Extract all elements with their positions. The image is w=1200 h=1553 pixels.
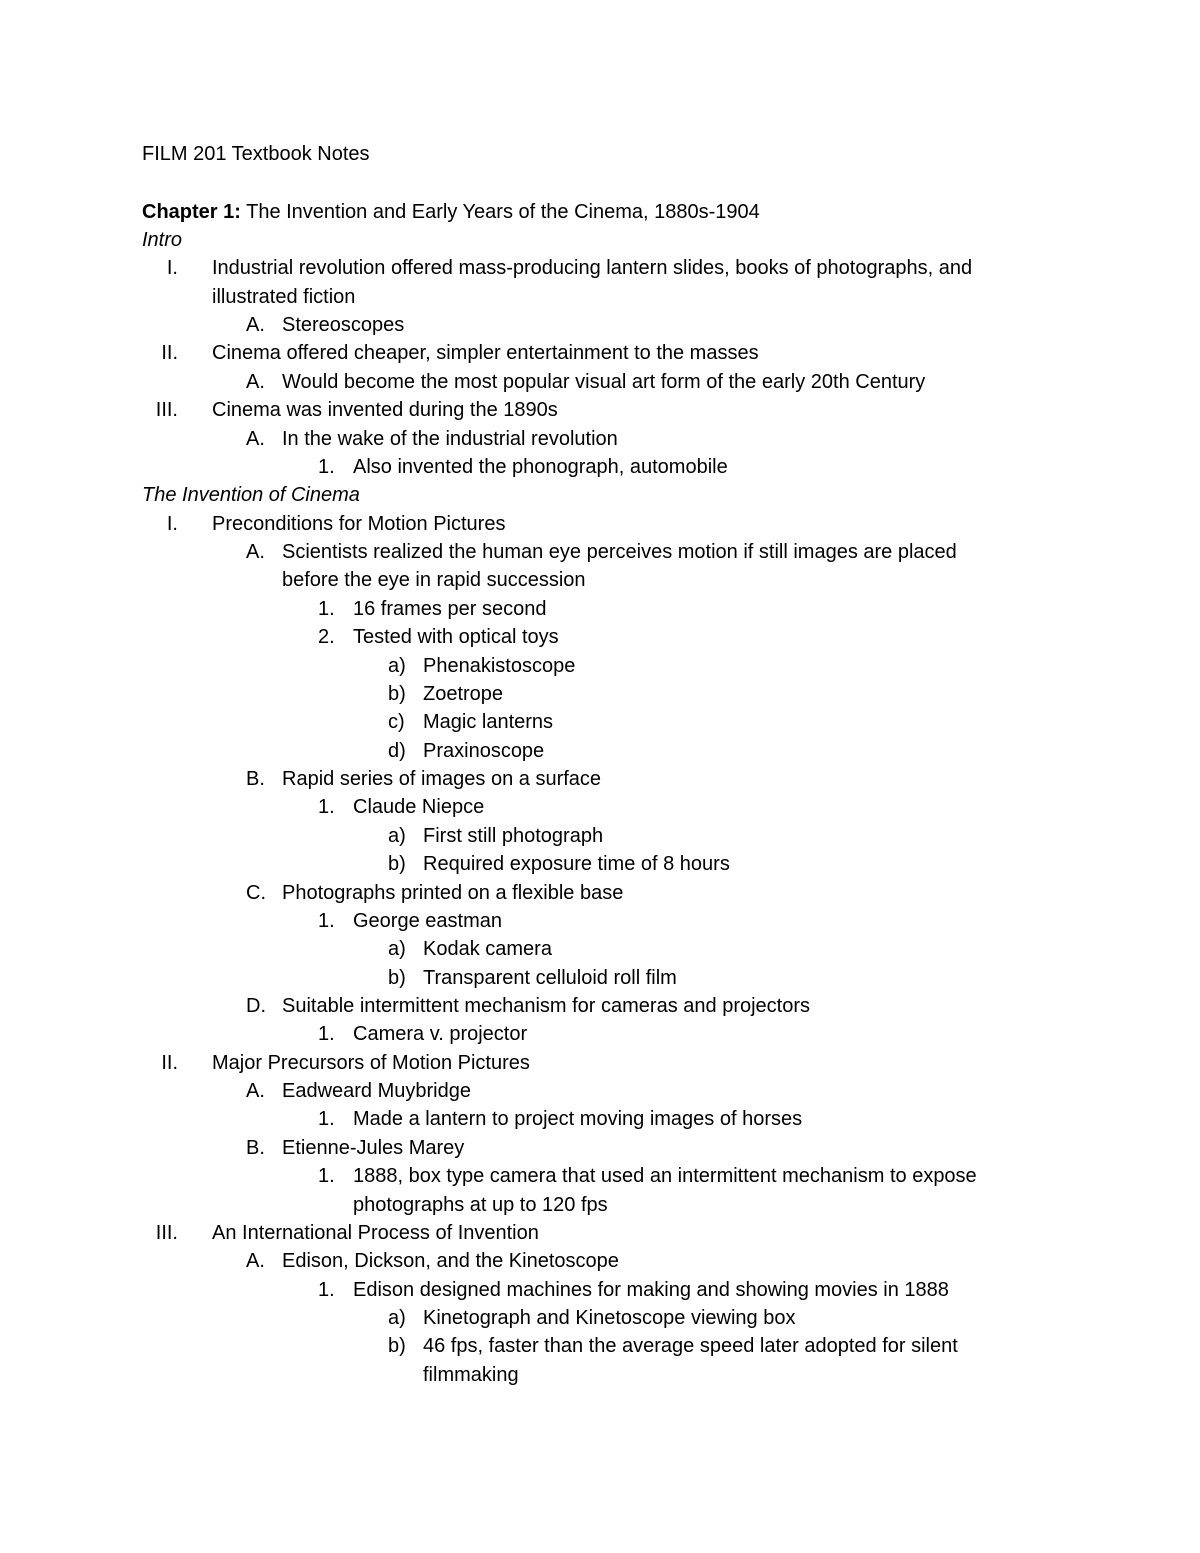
list-marker: b): [388, 683, 406, 705]
list-item-text: Industrial revolution offered mass-producing lantern slides, books of photographs, and: [212, 257, 973, 279]
list-item-text: Camera v. projector: [353, 1023, 528, 1045]
list-marker: 1.: [318, 1165, 335, 1187]
list-marker: C.: [246, 882, 266, 904]
list-item-text: First still photograph: [423, 825, 604, 847]
list-item-text: Required exposure time of 8 hours: [423, 853, 730, 875]
list-item-text: Photographs printed on a flexible base: [282, 882, 624, 904]
list-marker: a): [388, 655, 406, 677]
list-item-text: Zoetrope: [423, 683, 504, 705]
list-item-text: Eadweard Muybridge: [282, 1080, 471, 1102]
list-marker: 1.: [318, 1108, 335, 1130]
list-marker: d): [388, 740, 406, 762]
list-marker: A.: [246, 541, 265, 563]
list-item-text: Also invented the phonograph, automobile: [353, 456, 728, 478]
list-marker: B.: [246, 1137, 265, 1159]
list-marker: a): [388, 825, 406, 847]
list-item-text: Scientists realized the human eye perceives motion if still images are placed: [282, 541, 957, 563]
list-item-continuation: filmmaking: [423, 1364, 519, 1386]
list-marker: c): [388, 711, 405, 733]
list-marker: a): [388, 1307, 406, 1329]
list-item-text: 1888, box type camera that used an intermittent mechanism to expose: [353, 1165, 977, 1187]
list-item-text: An International Process of Invention: [212, 1222, 539, 1244]
list-marker: 1.: [318, 1023, 335, 1045]
list-marker: D.: [246, 995, 266, 1017]
list-marker: A.: [246, 428, 265, 450]
list-item-text: Major Precursors of Motion Pictures: [212, 1052, 530, 1074]
section-heading: The Invention of Cinema: [142, 484, 360, 506]
list-marker: II.: [161, 342, 178, 364]
list-item-text: Praxinoscope: [423, 740, 545, 762]
list-marker: A.: [246, 314, 265, 336]
list-item-text: Kinetograph and Kinetoscope viewing box: [423, 1307, 796, 1329]
list-marker: 1.: [318, 456, 335, 478]
list-marker: 1.: [318, 796, 335, 818]
list-marker: III.: [155, 399, 178, 421]
chapter-heading: [142, 198, 760, 226]
list-item-text: Transparent celluloid roll film: [423, 967, 677, 989]
list-item-text: Would become the most popular visual art form of the early 20th Century: [282, 371, 926, 393]
list-item-text: In the wake of the industrial revolution: [282, 428, 618, 450]
chapter-title: The Invention and Early Years of the Cinema, 1880s-1904: [240, 201, 760, 223]
list-marker: a): [388, 938, 406, 960]
list-item-text: Made a lantern to project moving images of horses: [353, 1108, 803, 1130]
list-marker: b): [388, 853, 406, 875]
list-item-text: Preconditions for Motion Pictures: [212, 513, 506, 535]
list-item-continuation: illustrated fiction: [212, 286, 356, 308]
list-item-continuation: photographs at up to 120 fps: [353, 1194, 608, 1216]
list-item-text: George eastman: [353, 910, 502, 932]
list-marker: A.: [246, 1250, 265, 1272]
list-item-text: Phenakistoscope: [423, 655, 576, 677]
list-item-text: Edison designed machines for making and showing movies in 1888: [353, 1279, 949, 1301]
list-item-continuation: before the eye in rapid succession: [282, 569, 586, 591]
list-marker: B.: [246, 768, 265, 790]
list-item-text: Rapid series of images on a surface: [282, 768, 602, 790]
list-item-text: Kodak camera: [423, 938, 552, 960]
list-marker: II.: [161, 1052, 178, 1074]
list-item-text: Edison, Dickson, and the Kinetoscope: [282, 1250, 619, 1272]
list-item-text: Magic lanterns: [423, 711, 554, 733]
document-title: FILM 201 Textbook Notes: [142, 143, 370, 165]
list-item-text: Cinema was invented during the 1890s: [212, 399, 558, 421]
list-marker: 1.: [318, 910, 335, 932]
list-marker: A.: [246, 371, 265, 393]
chapter-label: Chapter 1:: [142, 201, 241, 223]
list-marker: b): [388, 1335, 406, 1357]
list-item-text: Claude Niepce: [353, 796, 485, 818]
list-item-text: 46 fps, faster than the average speed later adopted for silent: [423, 1335, 958, 1357]
list-item-text: Stereoscopes: [282, 314, 405, 336]
list-marker: b): [388, 967, 406, 989]
list-item-text: 16 frames per second: [353, 598, 547, 620]
list-item-text: Etienne-Jules Marey: [282, 1137, 465, 1159]
list-marker: III.: [155, 1222, 178, 1244]
list-marker: 1.: [318, 598, 335, 620]
list-marker: A.: [246, 1080, 265, 1102]
list-marker: 1.: [318, 1279, 335, 1301]
section-heading: Intro: [142, 229, 183, 251]
list-marker: I.: [166, 257, 178, 279]
list-item-text: Tested with optical toys: [353, 626, 559, 648]
list-marker: I.: [166, 513, 178, 535]
list-item-text: Suitable intermittent mechanism for cameras and projectors: [282, 995, 811, 1017]
list-item-text: Cinema offered cheaper, simpler entertainment to the masses: [212, 342, 759, 364]
list-marker: 2.: [318, 626, 335, 648]
